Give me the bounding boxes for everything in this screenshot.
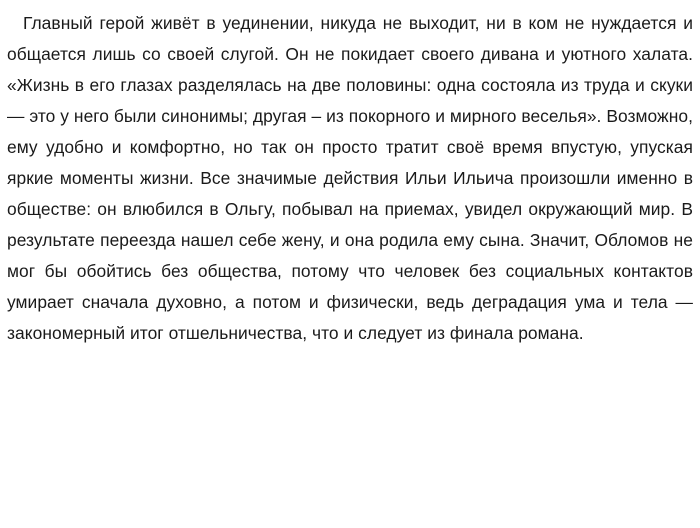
document-page [7,8,693,349]
essay-paragraph: Главный герой живёт в уединении, никуда не выходит, ни в ком не нуждается и общается лишь со своей слугой. Он не покидает своего дивана и уютного халата. «Жизнь в его глазах разделялась на две половины: одна состояла из труда и скуки — это у него были синонимы; другая – из покорного и мирного веселья». Возможно, ему удобно и комфортно, но так он просто тратит своё время впустую, упуская яркие моменты жизни. Все значимые действия Ильи Ильича произошли именно в обществе: он влюбился в Ольгу, побывал на приемах, увидел окружающий мир. В результате переезда нашел себе жену, и она родила ему сына. Значит, Обломов не мог бы обойтись без общества, потому что человек без социальных контактов умирает сначала духовно, а потом и физически, ведь деградация ума и тела — закономерный итог отшельничества, что и следует из финала романа. [7,13,693,343]
